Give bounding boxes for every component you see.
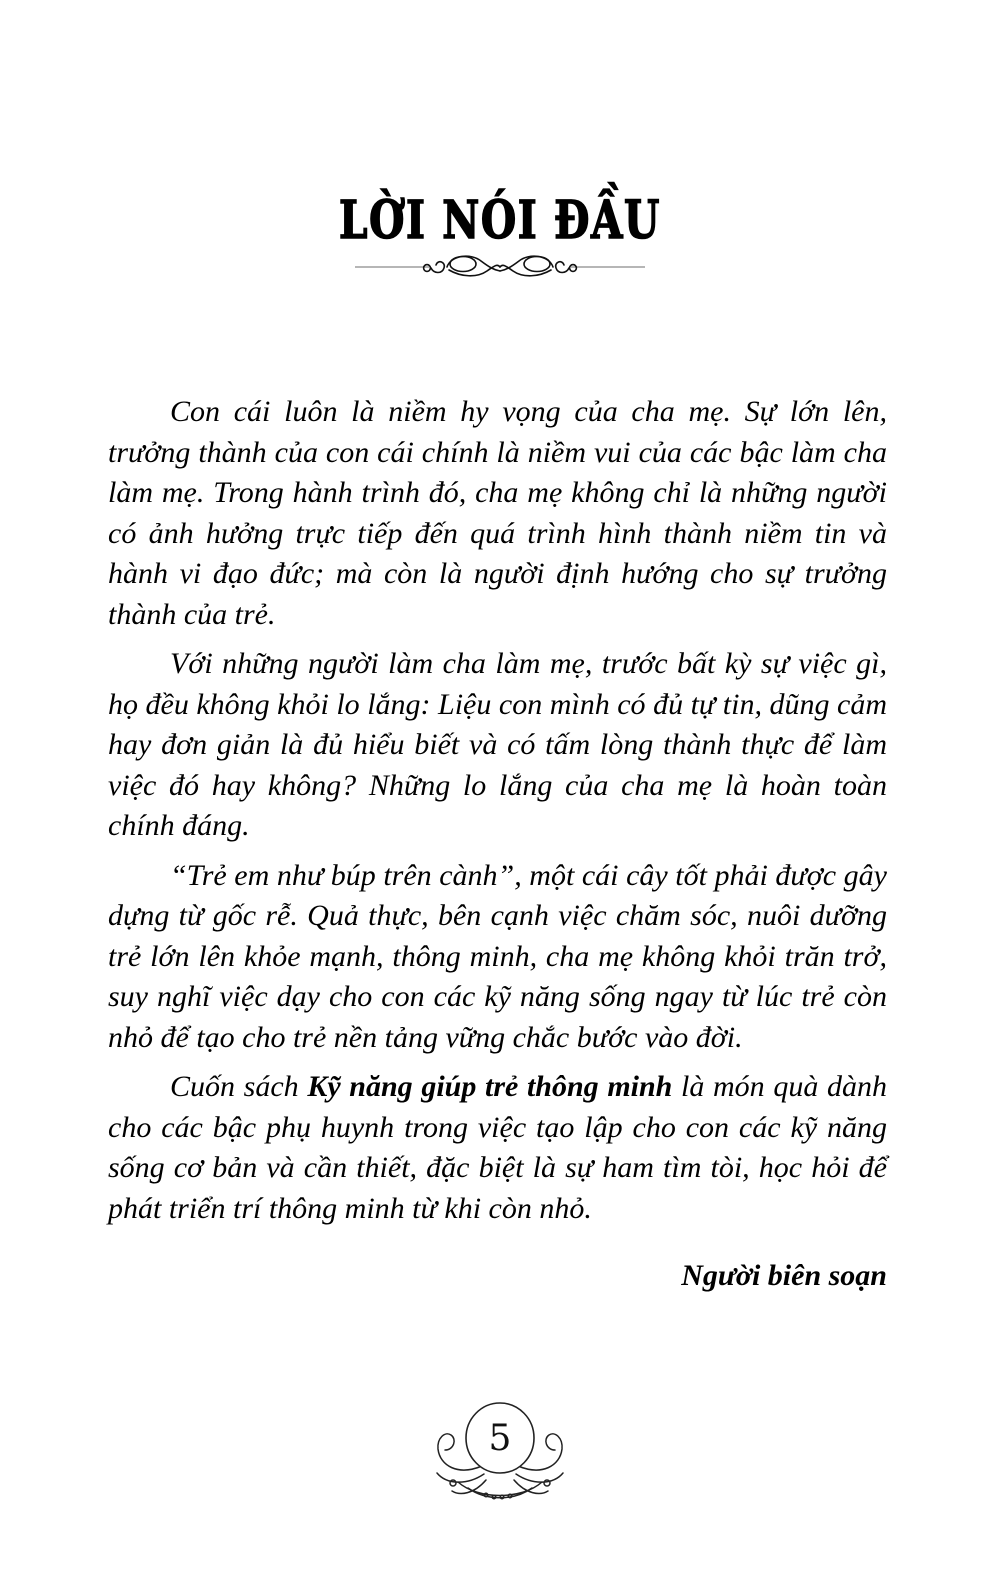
paragraph-2: Với những người làm cha làm mẹ, trước bất kỳ sự việc gì, họ đều không khỏi lo lắng: Liệu con mình có đủ tự tin, dũng cảm hay đơn giản là đủ hiểu biết và có tấm lòng thành thực để làm việc đó hay không? Những lo lắng của cha mẹ là hoàn toàn chính đáng. (108, 647, 887, 842)
page-title: LỜI NÓI ĐẦU (339, 190, 661, 251)
body-text (108, 392, 887, 1306)
divider-flourish-icon (355, 252, 645, 280)
page-number-ornament (390, 1396, 610, 1508)
page-number: 5 (488, 1417, 512, 1459)
paragraph-4 (108, 1067, 887, 1229)
paragraph-1: Con cái luôn là niềm hy vọng của cha mẹ. Sự lớn lên, trưởng thành của con cái chính là niềm vui của các bậc làm cha làm mẹ. Trong hành trình đó, cha mẹ không chỉ là những người có ảnh hưởng trực tiếp đến quá trình hình thành niềm tin và hành vi đạo đức; mà còn là người định hướng cho sự trưởng thành của trẻ. (108, 395, 887, 631)
paragraph-4-text-before: Cuốn sách (170, 1070, 308, 1103)
book-title-emphasis: Kỹ năng giúp trẻ thông minh (307, 1070, 673, 1103)
title-divider (355, 252, 645, 280)
signature: Người biên soạn (681, 1259, 887, 1292)
paragraph-4-text-after: là món quà dành cho các bậc phụ huynh trong việc tạo lập cho con các kỹ năng sống cơ bản và cần thiết, đặc biệt là sự ham tìm tòi, học hỏi để phát triển trí thông minh từ khi còn nhỏ. (108, 1070, 887, 1225)
paragraph-3: “Trẻ em như búp trên cành”, một cái cây tốt phải được gây dựng từ gốc rễ. Quả thực, bên cạnh việc chăm sóc, nuôi dưỡng trẻ lớn lên khỏe mạnh, thông minh, cha mẹ không khỏi trăn trở, suy nghĩ việc dạy cho con các kỹ năng sống ngay từ lúc trẻ còn nhỏ để tạo cho trẻ nền tảng vững chắc bước vào đời. (108, 858, 887, 1054)
